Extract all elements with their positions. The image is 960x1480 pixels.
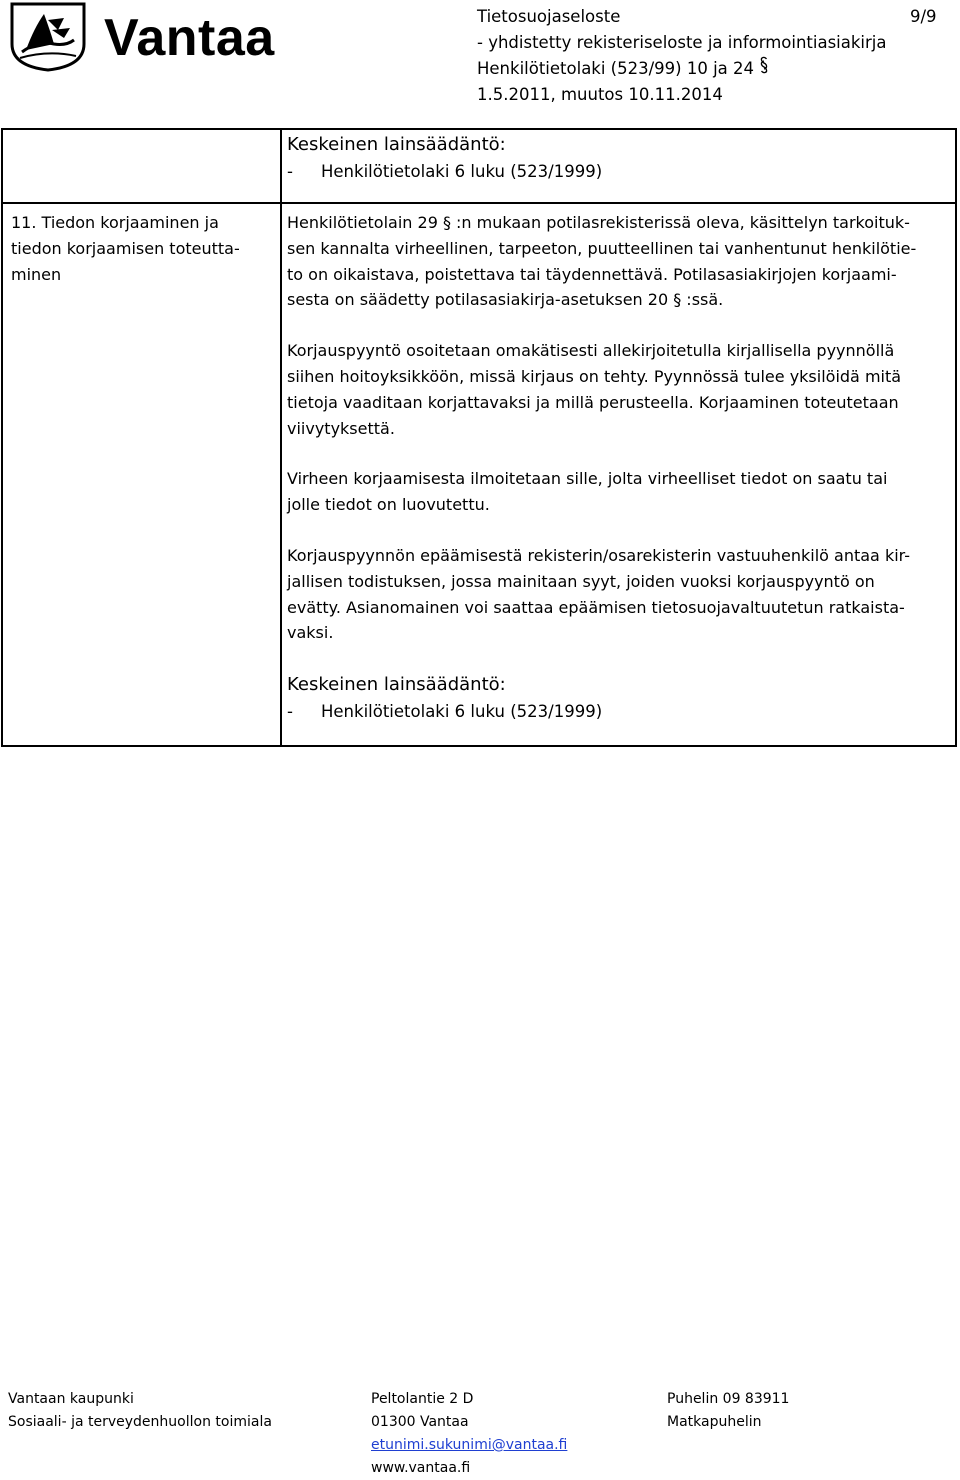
- document-date: 1.5.2011, muutos 10.11.2014: [477, 85, 723, 104]
- document-header: [477, 4, 887, 108]
- column-divider: [280, 130, 282, 745]
- vantaa-logo: [8, 0, 298, 78]
- top-legislation-cell: [287, 130, 953, 185]
- website-link[interactable]: www.vantaa.fi: [371, 1460, 471, 1476]
- row-divider: [3, 202, 955, 204]
- logo-wordmark: Vantaa: [104, 9, 275, 67]
- email-link[interactable]: etunimi.sukunimi@vantaa.fi: [371, 1437, 568, 1453]
- legislation-item: - Henkilötietolaki 6 luku (523/1999): [287, 702, 603, 722]
- row-content-11: [287, 210, 953, 725]
- row-label-11: 11. Tiedon korjaaminen ja tiedon korjaamisen toteutta- minen: [11, 213, 240, 284]
- document-title: Tietosuojaseloste: [477, 7, 621, 26]
- footer-organization: Vantaan kaupunki Sosiaali- ja terveydenhuollon toimiala: [8, 1391, 272, 1430]
- law-reference: Henkilötietolaki (523/99) 10 ja 24: [477, 56, 887, 82]
- paragraph-correction-refusal: Korjauspyynnön epäämisestä rekisterin/osarekisterin vastuuhenkilö antaa kir- jallisen todistuksen, jossa mainitaan syyt, joiden vuoksi korjauspyyntö on evätty. Asianomainen voi saattaa epäämisen tietosuojavaltuutetun ratkaista- vaksi.: [287, 545, 910, 643]
- coat-of-arms-icon: [8, 0, 88, 72]
- page-number: 9/9: [910, 7, 937, 26]
- legislation-heading: Keskeinen lainsäädäntö:: [287, 134, 506, 155]
- paragraph-correction-notice: Virheen korjaamisesta ilmoitetaan sille, jolta virheelliset tiedot on saatu tai jolle tiedot on luovutettu.: [287, 469, 888, 515]
- register-table: [1, 128, 957, 747]
- section-sign-icon: [759, 56, 769, 74]
- footer-contact: Puhelin 09 83911 Matkapuhelin: [667, 1391, 790, 1430]
- paragraph-correction-basis: Henkilötietolain 29 § :n mukaan potilasrekisterissä oleva, käsittelyn tarkoituk- sen kannalta virheellinen, tarpeeton, puutteellinen tai vanhentunut henkilötie- to on oikaistava, poistettava tai täydennettävä. Potilasasiakirjojen korjaami- sesta on säädetty potilasasiakirja-asetuksen 20 § :ssä.: [287, 213, 917, 310]
- footer-address: Peltolantie 2 D 01300 Vantaa etunimi.sukunimi@vantaa.fi www.vantaa.fi: [371, 1391, 568, 1476]
- document-subtitle: - yhdistetty rekisteriseloste ja informointiasiakirja: [477, 33, 887, 52]
- paragraph-correction-request: Korjauspyyntö osoitetaan omakätisesti allekirjoitetulla kirjallisella pyynnöllä siihen hoitoyksikköön, missä kirjaus on tehty. Pyynnössä tulee yksilöidä mitä tietoja vaaditaan korjattavaksi ja millä perusteella. Korjaaminen toteutetaan viivytyksettä.: [287, 341, 902, 438]
- legislation-item: - Henkilötietolaki 6 luku (523/1999): [287, 162, 603, 181]
- legislation-heading: Keskeinen lainsäädäntö:: [287, 674, 506, 696]
